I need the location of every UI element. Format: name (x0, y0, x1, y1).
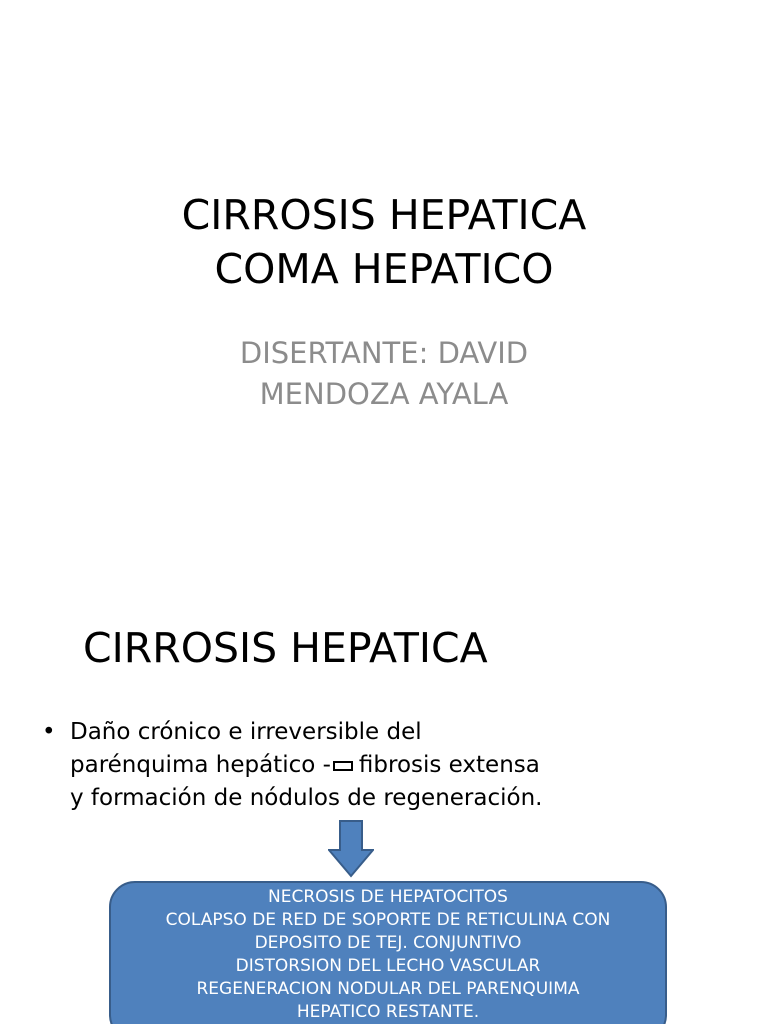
bullet-line-2 (70, 749, 660, 782)
slide-subtitle (0, 333, 768, 415)
subtitle-line-2: MENDOZA AYALA (259, 377, 509, 411)
bullet-line-1: Daño crónico e irreversible del (70, 719, 422, 745)
box-line-6: HEPATICO RESTANTE. (296, 1002, 480, 1022)
bullet-line-2-text: parénquima hepático - (70, 752, 331, 778)
slide-title-heading (0, 188, 768, 296)
bullet-line-3: y formación de nódulos de regeneración. (70, 785, 543, 811)
bullet-marker: • (42, 719, 56, 745)
box-line-1: NECROSIS DE HEPATOCITOS (268, 887, 508, 907)
box-line-4: DISTORSION DEL LECHO VASCULAR (235, 956, 541, 976)
title-line-2: COMA HEPATICO (214, 245, 554, 293)
box-line-3: DEPOSITO DE TEJ. CONJUNTIVO (254, 933, 522, 953)
subtitle-line-1: DISERTANTE: DAVID (239, 336, 529, 370)
slide-heading: CIRROSIS HEPATICA (83, 624, 488, 672)
box-line-2: COLAPSO DE RED DE SOPORTE DE RETICULINA CON (165, 910, 611, 930)
slide-content (0, 576, 768, 1024)
arrow-right-glyph-icon (333, 761, 353, 771)
info-box (109, 881, 667, 1024)
bullet-line-2-tail: fibrosis extensa (358, 752, 540, 778)
down-arrow-icon (328, 820, 374, 878)
box-line-5: REGENERACION NODULAR DEL PARENQUIMA (196, 979, 580, 999)
list-item (40, 716, 660, 815)
title-line-1: CIRROSIS HEPATICA (181, 191, 587, 239)
bullet-list (40, 716, 660, 815)
